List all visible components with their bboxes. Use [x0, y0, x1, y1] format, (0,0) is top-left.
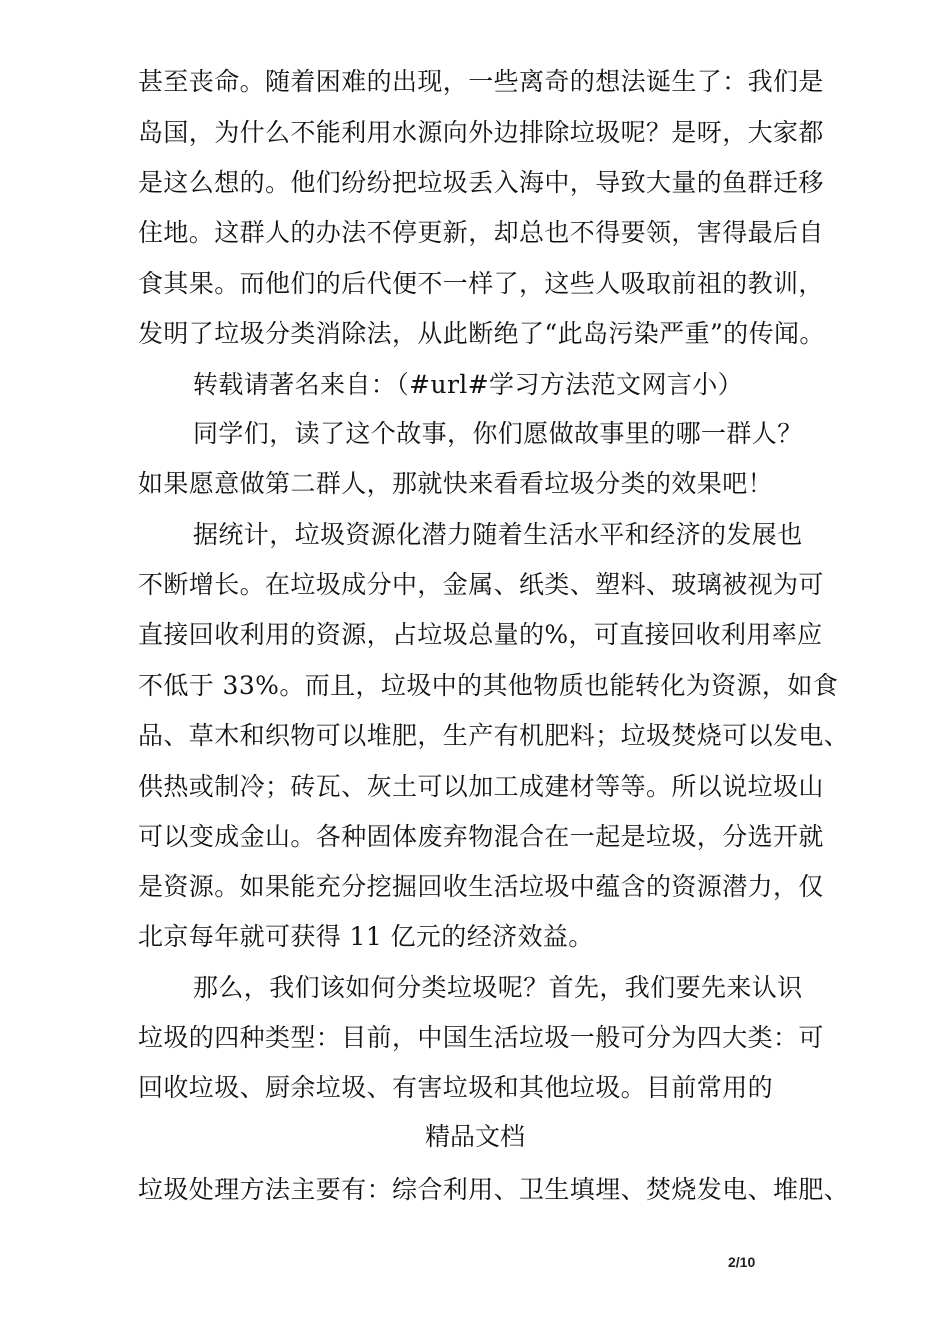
text-line: 食其果。而他们的后代便不一样了，这些人吸取前祖的教训， [138, 269, 824, 298]
text-line: 发明了垃圾分类消除法，从此断绝了“此岛污染严重”的传闻。 [138, 319, 825, 348]
text-line: 岛国，为什么不能利用水源向外边排除垃圾呢？是呀，大家都 [138, 118, 824, 147]
text-line: 不低于 33%。而且，垃圾中的其他物质也能转化为资源，如食 [138, 671, 839, 700]
paragraph-start: 同学们，读了这个故事，你们愿做故事里的哪一群人？ [193, 419, 803, 448]
page-footer-title: 精品文档 [424, 1122, 525, 1151]
text-line: 甚至丧命。随着困难的出现，一些离奇的想法诞生了：我们是 [138, 67, 824, 96]
text-line: 回收垃圾、厨余垃圾、有害垃圾和其他垃圾。目前常用的 [138, 1073, 774, 1102]
text-line: 是资源。如果能充分挖掘回收生活垃圾中蕴含的资源潜力，仅 [138, 872, 824, 901]
text-line: 供热或制冷；砖瓦、灰土可以加工成建材等等。所以说垃圾山 [138, 772, 824, 801]
text-line: 品、草木和织物可以堆肥，生产有机肥料；垃圾焚烧可以发电、 [138, 721, 850, 750]
paragraph-start: 那么，我们该如何分类垃圾呢？首先，我们要先来认识 [193, 973, 803, 1002]
page-number: 2/10 [728, 1254, 756, 1270]
text-line: 可以变成金山。各种固体废弃物混合在一起是垃圾，分选开就 [138, 822, 824, 851]
source-note: 转载请著名来自：（#url#学习方法范文网言小） [193, 370, 744, 399]
text-line: 不断增长。在垃圾成分中，金属、纸类、塑料、玻璃被视为可 [138, 570, 824, 599]
paragraph-start: 据统计，垃圾资源化潜力随着生活水平和经济的发展也 [193, 520, 803, 549]
text-line: 直接回收利用的资源，占垃圾总量的%，可直接回收利用率应 [138, 620, 823, 649]
text-line: 如果愿意做第二群人，那就快来看看垃圾分类的效果吧！ [138, 469, 774, 498]
text-line: 垃圾的四种类型：目前，中国生活垃圾一般可分为四大类：可 [138, 1023, 824, 1052]
text-line: 住地。这群人的办法不停更新，却总也不得要领，害得最后自 [138, 218, 824, 247]
text-line: 是这么想的。他们纷纷把垃圾丢入海中，导致大量的鱼群迁移 [138, 168, 824, 197]
text-line: 垃圾处理方法主要有：综合利用、卫生填埋、焚烧发电、堆肥、 [138, 1175, 850, 1204]
text-line: 北京每年就可获得 11 亿元的经济效益。 [138, 922, 594, 951]
